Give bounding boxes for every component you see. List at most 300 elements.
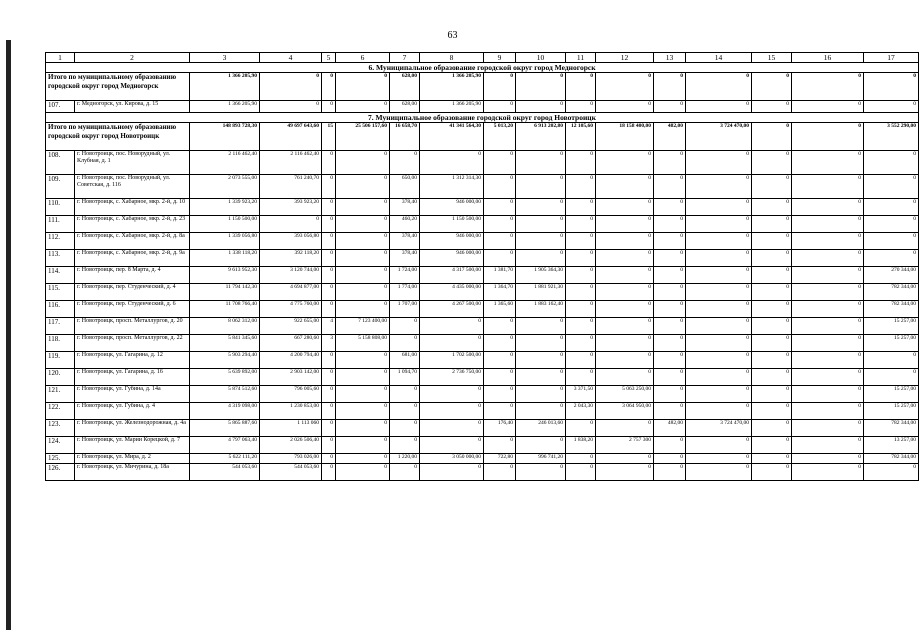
value-cell: 0 [654, 301, 686, 318]
value-cell: 0 [654, 267, 686, 284]
value-cell: 7 123 400,00 [336, 318, 390, 335]
row-number: 108. [46, 151, 75, 175]
value-cell: 0 [516, 151, 566, 175]
row-address: г. Новотроицк, с. Хабарное, мкр. 2-й, д. 10 [75, 199, 190, 216]
row-address: г. Новотроицк, ул. Мира, д. 2 [75, 454, 190, 464]
value-cell: 1 883 162,40 [516, 301, 566, 318]
value-cell: 0 [336, 464, 390, 481]
value-cell: 0 [322, 233, 336, 250]
row-number: 119. [46, 352, 75, 369]
value-cell: 0 [260, 101, 322, 113]
value-cell: 1 150 500,00 [190, 216, 260, 233]
value-cell: 0 [654, 175, 686, 199]
total-name: Итого по муниципальному образованию городской округ город Медногорск [46, 73, 190, 101]
value-cell: 0 [322, 386, 336, 403]
value-cell: 544 053,60 [190, 464, 260, 481]
value-cell: 0 [792, 284, 864, 301]
value-cell: 2 736 750,00 [420, 369, 484, 386]
value-cell: 0 [484, 199, 516, 216]
value-cell: 378,40 [390, 250, 420, 267]
value-cell: 0 [864, 199, 919, 216]
total-value-cell: 0 [322, 73, 336, 101]
value-cell: 0 [420, 420, 484, 437]
row-address: г. Новотроицк, ул. Гагарина, д. 12 [75, 352, 190, 369]
value-cell: 0 [336, 403, 390, 420]
value-cell: 0 [390, 335, 420, 352]
value-cell: 3 050 000,00 [420, 454, 484, 464]
value-cell: 0 [654, 284, 686, 301]
value-cell: 15 257,00 [864, 386, 919, 403]
row-number: 109. [46, 175, 75, 199]
value-cell: 0 [336, 301, 390, 318]
value-cell: 1 707,00 [390, 301, 420, 318]
total-value-cell: 0 [654, 73, 686, 101]
value-cell: 0 [336, 199, 390, 216]
value-cell: 2 043,30 [566, 403, 596, 420]
row-address: г. Новотроицк, ул. Гагарина, д. 16 [75, 369, 190, 386]
total-value-cell: 3 552 290,00 [864, 123, 919, 151]
value-cell: 5 903 294,40 [190, 352, 260, 369]
value-cell: 1 381,70 [484, 267, 516, 284]
column-number-cell: 1 [46, 53, 75, 63]
value-cell: 1 702 500,00 [420, 352, 484, 369]
value-cell: 0 [596, 464, 654, 481]
column-number-cell: 15 [752, 53, 792, 63]
total-value-cell: 15 [322, 123, 336, 151]
value-cell: 0 [336, 267, 390, 284]
value-cell: 0 [484, 318, 516, 335]
table-row [46, 420, 919, 437]
column-number-cell: 3 [190, 53, 260, 63]
table-row [46, 216, 919, 233]
value-cell: 0 [566, 199, 596, 216]
value-cell: 378,40 [390, 199, 420, 216]
value-cell: 0 [336, 437, 390, 454]
value-cell: 0 [516, 216, 566, 233]
column-number-cell: 9 [484, 53, 516, 63]
value-cell: 1 366 205,90 [420, 101, 484, 113]
value-cell: 0 [752, 437, 792, 454]
value-cell: 0 [322, 267, 336, 284]
total-value-cell: 482,00 [654, 123, 686, 151]
value-cell: 393 923,20 [260, 199, 322, 216]
table-row [46, 437, 919, 454]
value-cell: 0 [654, 250, 686, 267]
value-cell: 4 775 760,00 [260, 301, 322, 318]
table-row [46, 403, 919, 420]
value-cell: 0 [390, 420, 420, 437]
value-cell: 0 [686, 335, 752, 352]
value-cell: 1 339 056,80 [190, 233, 260, 250]
value-cell: 0 [322, 403, 336, 420]
value-cell: 0 [484, 403, 516, 420]
value-cell: 0 [484, 369, 516, 386]
value-cell: 0 [516, 318, 566, 335]
value-cell: 4 200 794,40 [260, 352, 322, 369]
value-cell: 0 [752, 199, 792, 216]
row-address: г. Новотроицк, с. Хабарное, мкр. 2-й, д. 9а [75, 250, 190, 267]
value-cell: 0 [322, 352, 336, 369]
value-cell: 0 [596, 151, 654, 175]
table-row [46, 335, 919, 352]
value-cell: 0 [752, 216, 792, 233]
column-number-cell: 6 [336, 53, 390, 63]
value-cell: 946 000,00 [420, 199, 484, 216]
value-cell: 0 [484, 233, 516, 250]
value-cell: 0 [484, 101, 516, 113]
value-cell: 0 [792, 464, 864, 481]
value-cell: 0 [566, 335, 596, 352]
value-cell: 0 [596, 335, 654, 352]
row-address: г. Новотроицк, пос. Новорудный, ул. Клубная, д. 1 [75, 151, 190, 175]
column-number-cell: 12 [596, 53, 654, 63]
value-cell: 782 344,00 [864, 420, 919, 437]
column-number-cell: 16 [792, 53, 864, 63]
table-row [46, 250, 919, 267]
total-value-cell: 0 [336, 73, 390, 101]
value-cell: 0 [516, 233, 566, 250]
value-cell: 0 [792, 454, 864, 464]
value-cell: 3 120 744,00 [260, 267, 322, 284]
row-number: 113. [46, 250, 75, 267]
value-cell: 1 774,00 [390, 284, 420, 301]
total-value-cell: 1 366 205,90 [420, 73, 484, 101]
value-cell: 681,00 [390, 352, 420, 369]
value-cell: 0 [654, 454, 686, 464]
value-cell: 0 [686, 301, 752, 318]
row-address: г. Новотроицк, пер. Студенческий, д. 6 [75, 301, 190, 318]
value-cell: 392 118,20 [260, 250, 322, 267]
row-number: 115. [46, 284, 75, 301]
value-cell: 0 [864, 233, 919, 250]
row-address: г. Медногорск, ул. Кирова, д. 15 [75, 101, 190, 113]
total-value-cell: 0 [596, 73, 654, 101]
value-cell: 0 [686, 318, 752, 335]
row-number: 110. [46, 199, 75, 216]
value-cell: 270 344,00 [864, 267, 919, 284]
row-address: г. Новотроицк, с. Хабарное, мкр. 2-й, д. 23 [75, 216, 190, 233]
row-address: г. Новотроицк, пер. Студенческий, д. 4 [75, 284, 190, 301]
value-cell: 0 [566, 369, 596, 386]
value-cell: 0 [336, 175, 390, 199]
value-cell: 0 [596, 284, 654, 301]
value-cell: 0 [752, 352, 792, 369]
value-cell: 0 [596, 267, 654, 284]
value-cell: 650,00 [390, 175, 420, 199]
value-cell: 0 [322, 199, 336, 216]
value-cell: 0 [792, 386, 864, 403]
value-cell: 0 [752, 101, 792, 113]
value-cell: 3 064 950,00 [596, 403, 654, 420]
table-row [46, 267, 919, 284]
value-cell: 0 [596, 216, 654, 233]
value-cell: 0 [516, 386, 566, 403]
total-value-cell: 3 724 470,00 [686, 123, 752, 151]
value-cell: 0 [686, 437, 752, 454]
value-cell: 0 [596, 369, 654, 386]
value-cell: 0 [752, 454, 792, 464]
value-cell: 0 [864, 369, 919, 386]
value-cell: 0 [752, 403, 792, 420]
value-cell: 0 [484, 437, 516, 454]
value-cell: 15 257,00 [864, 403, 919, 420]
column-number-cell: 2 [75, 53, 190, 63]
value-cell: 0 [864, 101, 919, 113]
value-cell: 0 [336, 352, 390, 369]
total-value-cell: 0 [566, 73, 596, 101]
value-cell: 0 [792, 175, 864, 199]
total-value-cell: 0 [752, 73, 792, 101]
total-value-cell: 628,00 [390, 73, 420, 101]
value-cell: 5 841 345,60 [190, 335, 260, 352]
value-cell: 0 [752, 151, 792, 175]
value-cell: 0 [484, 352, 516, 369]
total-row [46, 123, 919, 151]
value-cell: 0 [654, 386, 686, 403]
column-number-cell: 7 [390, 53, 420, 63]
value-cell: 0 [654, 437, 686, 454]
value-cell: 0 [792, 301, 864, 318]
value-cell: 0 [566, 284, 596, 301]
total-value-cell: 0 [484, 73, 516, 101]
total-value-cell: 5 013,20 [484, 123, 516, 151]
value-cell: 0 [336, 151, 390, 175]
value-cell: 0 [484, 151, 516, 175]
value-cell: 0 [864, 464, 919, 481]
total-value-cell: 18 158 400,00 [596, 123, 654, 151]
value-cell: 176,40 [484, 420, 516, 437]
value-cell: 0 [654, 369, 686, 386]
value-cell: 0 [420, 386, 484, 403]
value-cell: 0 [390, 464, 420, 481]
value-cell: 0 [864, 250, 919, 267]
value-cell: 0 [566, 233, 596, 250]
value-cell: 0 [484, 250, 516, 267]
column-number-cell: 17 [864, 53, 919, 63]
section-title-row [46, 113, 919, 123]
table-row [46, 352, 919, 369]
value-cell: 0 [596, 199, 654, 216]
value-cell: 0 [566, 101, 596, 113]
column-number-cell: 4 [260, 53, 322, 63]
value-cell: 0 [792, 199, 864, 216]
value-cell: 5 158 808,00 [336, 335, 390, 352]
row-address: г. Новотроицк, ул. Железнодорожная, д. 4а [75, 420, 190, 437]
row-address: г. Новотроицк, с. Хабарное, мкр. 2-й, д. 8а [75, 233, 190, 250]
value-cell: 1 365,60 [484, 301, 516, 318]
value-cell: 0 [516, 369, 566, 386]
value-cell: 0 [566, 175, 596, 199]
value-cell: 1 113 060 [260, 420, 322, 437]
table-row [46, 386, 919, 403]
total-value-cell: 0 [260, 73, 322, 101]
value-cell: 0 [516, 250, 566, 267]
value-cell: 15 257,00 [864, 318, 919, 335]
value-cell: 0 [654, 199, 686, 216]
value-cell: 11 708 766,40 [190, 301, 260, 318]
value-cell: 0 [484, 464, 516, 481]
value-cell: 1 364,70 [484, 284, 516, 301]
value-cell: 946 000,00 [420, 250, 484, 267]
value-cell: 761 240,70 [260, 175, 322, 199]
value-cell: 4 797 063,40 [190, 437, 260, 454]
row-address: г. Новотроицк, ул. Марии Корецкой, д. 7 [75, 437, 190, 454]
table-row [46, 101, 919, 113]
value-cell: 0 [686, 250, 752, 267]
value-cell: 0 [686, 369, 752, 386]
value-cell: 0 [654, 233, 686, 250]
column-number-cell: 11 [566, 53, 596, 63]
value-cell: 482,00 [654, 420, 686, 437]
value-cell: 796 005,60 [260, 386, 322, 403]
row-number: 107. [46, 101, 75, 113]
value-cell: 0 [792, 250, 864, 267]
row-number: 112. [46, 233, 75, 250]
value-cell: 2 026 506,40 [260, 437, 322, 454]
value-cell: 722,80 [484, 454, 516, 464]
value-cell: 0 [336, 454, 390, 464]
column-number-cell: 5 [322, 53, 336, 63]
value-cell: 0 [596, 233, 654, 250]
value-cell: 4 317 500,00 [420, 267, 484, 284]
value-cell: 5 874 512,60 [190, 386, 260, 403]
value-cell: 0 [686, 403, 752, 420]
value-cell: 1 150 500,00 [420, 216, 484, 233]
value-cell: 0 [654, 403, 686, 420]
total-value-cell: 0 [864, 73, 919, 101]
value-cell: 0 [322, 464, 336, 481]
value-cell: 1 905 364,30 [516, 267, 566, 284]
value-cell: 1 094,70 [390, 369, 420, 386]
value-cell: 0 [864, 151, 919, 175]
value-cell: 0 [336, 250, 390, 267]
value-cell: 378,40 [390, 233, 420, 250]
value-cell: 0 [686, 284, 752, 301]
value-cell: 0 [336, 386, 390, 403]
value-cell: 0 [654, 352, 686, 369]
value-cell: 0 [686, 352, 752, 369]
value-cell: 0 [322, 284, 336, 301]
value-cell: 0 [322, 369, 336, 386]
total-value-cell: 49 697 643,60 [260, 123, 322, 151]
value-cell: 0 [752, 250, 792, 267]
value-cell: 0 [792, 335, 864, 352]
row-number: 118. [46, 335, 75, 352]
value-cell: 996 741,20 [516, 454, 566, 464]
value-cell: 2 073 555,00 [190, 175, 260, 199]
value-cell: 544 053,60 [260, 464, 322, 481]
total-value-cell: 12 105,60 [566, 123, 596, 151]
value-cell: 0 [752, 335, 792, 352]
value-cell: 0 [792, 151, 864, 175]
value-cell: 0 [484, 386, 516, 403]
value-cell: 1 838,20 [566, 437, 596, 454]
value-cell: 0 [390, 318, 420, 335]
value-cell: 0 [484, 216, 516, 233]
value-cell: 0 [792, 216, 864, 233]
value-cell: 0 [336, 420, 390, 437]
total-value-cell: 41 341 564,30 [420, 123, 484, 151]
value-cell: 4 694 877,00 [260, 284, 322, 301]
value-cell: 2 116 462,40 [260, 151, 322, 175]
value-cell: 0 [420, 403, 484, 420]
value-cell: 3 [322, 335, 336, 352]
value-cell: 0 [420, 437, 484, 454]
value-cell: 0 [322, 437, 336, 454]
value-cell: 0 [566, 267, 596, 284]
value-cell: 0 [566, 250, 596, 267]
value-cell: 2 757 300 [596, 437, 654, 454]
value-cell: 0 [792, 369, 864, 386]
value-cell: 1 366 205,90 [190, 101, 260, 113]
value-cell: 0 [566, 454, 596, 464]
value-cell: 0 [516, 352, 566, 369]
value-cell: 0 [336, 284, 390, 301]
value-cell: 393 056,80 [260, 233, 322, 250]
value-cell: 8 062 312,00 [190, 318, 260, 335]
value-cell: 0 [322, 151, 336, 175]
value-cell: 0 [654, 464, 686, 481]
value-cell: 0 [752, 284, 792, 301]
value-cell: 0 [596, 454, 654, 464]
row-number: 111. [46, 216, 75, 233]
value-cell: 15 257,00 [864, 335, 919, 352]
value-cell: 0 [686, 267, 752, 284]
table-row [46, 175, 919, 199]
table-row [46, 233, 919, 250]
value-cell: 0 [566, 216, 596, 233]
value-cell: 0 [420, 151, 484, 175]
value-cell: 0 [686, 216, 752, 233]
value-cell: 0 [484, 335, 516, 352]
value-cell: 0 [566, 464, 596, 481]
value-cell: 0 [864, 216, 919, 233]
column-number-cell: 8 [420, 53, 484, 63]
value-cell: 0 [322, 175, 336, 199]
value-cell: 1 338 118,20 [190, 250, 260, 267]
table-row [46, 318, 919, 335]
value-cell: 0 [516, 464, 566, 481]
value-cell: 0 [336, 216, 390, 233]
value-cell: 782 344,00 [864, 284, 919, 301]
value-cell: 0 [654, 151, 686, 175]
column-number-cell: 10 [516, 53, 566, 63]
row-number: 114. [46, 267, 75, 284]
value-cell: 2 903 142,00 [260, 369, 322, 386]
value-cell: 4 267 500,00 [420, 301, 484, 318]
value-cell: 0 [596, 420, 654, 437]
value-cell: 0 [322, 250, 336, 267]
value-cell: 0 [596, 175, 654, 199]
row-address: г. Новотроицк, пос. Новорудный, ул. Советская, д. 116 [75, 175, 190, 199]
table-row [46, 151, 919, 175]
value-cell: 1 881 921,30 [516, 284, 566, 301]
value-cell: 0 [752, 175, 792, 199]
table-row [46, 301, 919, 318]
value-cell: 946 000,00 [420, 233, 484, 250]
value-cell: 0 [516, 335, 566, 352]
row-number: 116. [46, 301, 75, 318]
value-cell: 0 [260, 216, 322, 233]
value-cell: 13 257,00 [864, 437, 919, 454]
value-cell: 1 339 923,20 [190, 199, 260, 216]
value-cell: 0 [596, 352, 654, 369]
total-value-cell: 16 658,70 [390, 123, 420, 151]
row-number: 125. [46, 454, 75, 464]
row-number: 120. [46, 369, 75, 386]
value-cell: 0 [752, 318, 792, 335]
value-cell: 0 [654, 335, 686, 352]
